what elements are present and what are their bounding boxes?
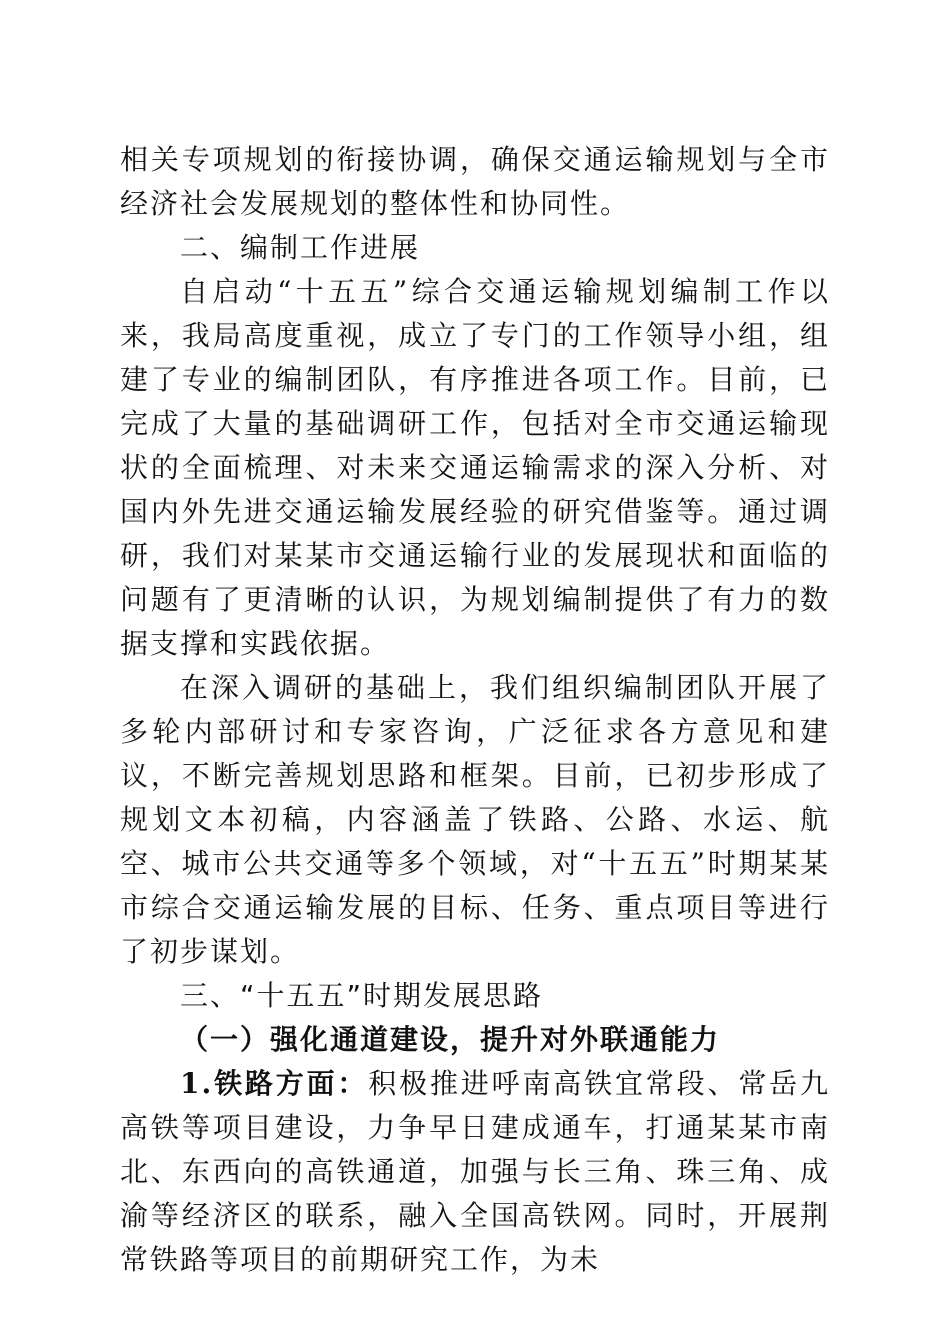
paragraph-progress-2: 在深入调研的基础上，我们组织编制团队开展了多轮内部研讨和专家咨询，广泛征求各方意见和建议，不断完善规划思路和框架。目前，已初步形成了规划文本初稿，内容涵盖了铁路、公路、水运、航空、城市公共交通等多个领域，对“十五五”时期某某市综合交通运输发展的目标、任务、重点项目等进行了初步谋划。 [120,671,830,968]
section-heading-3: 三、“十五五”时期发展思路 [180,979,544,1012]
paragraph-progress-1: 自启动“十五五”综合交通运输规划编制工作以来，我局高度重视，成立了专门的工作领导小组，组建了专业的编制团队，有序推进各项工作。目前，已完成了大量的基础调研工作，包括对全市交通运输现状的全面梳理、对未来交通运输需求的深入分析、对国内外先进交通运输发展经验的研究借鉴等。通过调研，我们对某某市交通运输行业的发展现状和面临的问题有了更清晰的认识，为规划编制提供了有力的数据支撑和实践依据。 [120,275,830,660]
paragraph-continuation: 相关专项规划的衔接协调，确保交通运输规划与全市经济社会发展规划的整体性和协同性。 [120,143,830,220]
subsection-heading-1: （一）强化通道建设，提升对外联通能力 [180,1023,721,1056]
paragraph-railway-lead: 1.铁路方面： [180,1067,369,1100]
document-body [120,138,830,1282]
paragraph-railway-body: 积极推进呼南高铁宜常段、常岳九高铁等项目建设，力争早日建成通车，打通某某市南北、东西向的高铁通道，加强与长三角、珠三角、成渝等经济区的联系，融入全国高铁网。同时，开展荆常铁路等项目的前期研究工作，为未 [120,1067,830,1276]
section-heading-2: 二、编制工作进展 [180,231,421,264]
paragraph-railway [120,1062,830,1282]
